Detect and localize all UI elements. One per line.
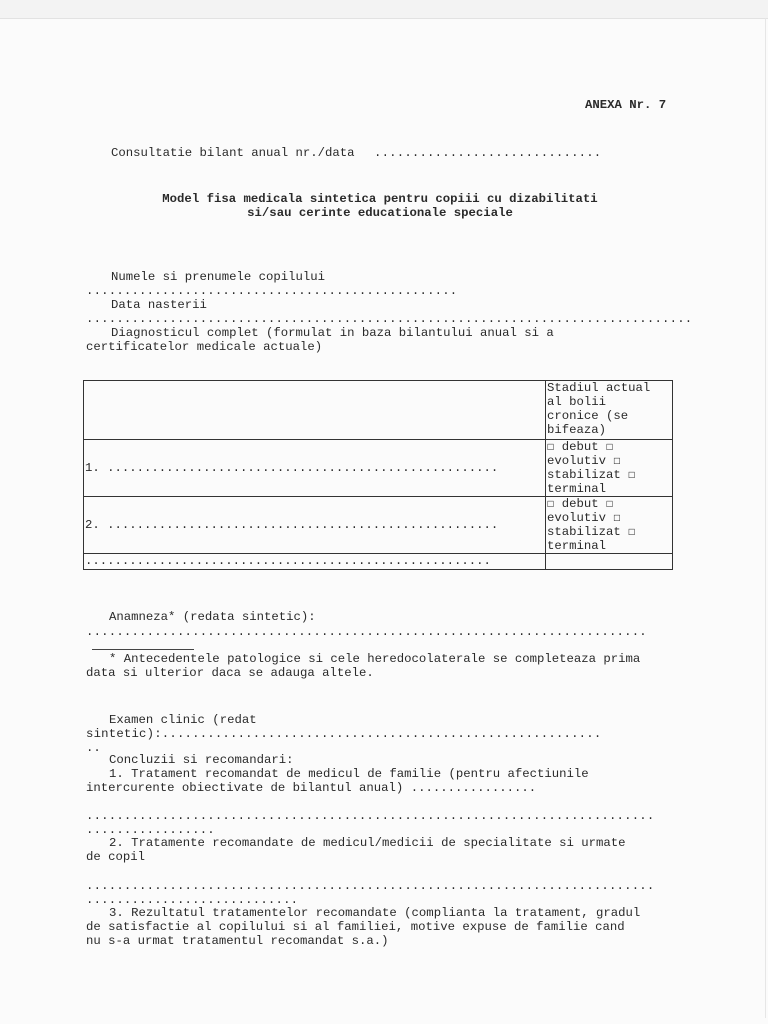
clinical-exam-label: Examen clinic (redat — [109, 713, 257, 727]
form-title-line2: si/sau cerinte educationale speciale — [247, 206, 513, 220]
birth-date-label: Data nasterii — [111, 298, 207, 312]
child-name-label: Numele si prenumele copilului — [111, 270, 326, 284]
stage-options-2: ☐ debut ☐ evolutiv ☐ stabilizat ☐ terminal — [546, 497, 673, 554]
conclusions-heading: Concluzii si recomandari: — [109, 753, 294, 767]
diagnosis-cell-2 — [84, 497, 546, 554]
treatment-2-line2: de copil — [86, 850, 146, 864]
treatment-results-line3: nu s-a urmat tratamentul recomandat s.a.) — [86, 934, 389, 948]
treatment-2-line1: 2. Tratamente recomandate de medicul/medicii de specialitate si urmate — [109, 836, 626, 850]
stage-options-1: ☐ debut ☐ evolutiv ☐ stabilizat ☐ terminal — [546, 440, 673, 497]
anamnesis-field: .......................................................................... — [86, 625, 647, 639]
footnote-line1: * Antecedentele patologice si cele heredocolaterale se completeaza prima — [109, 652, 641, 666]
treatment-2-field: ........................................................................... — [86, 879, 655, 893]
table-header-empty-cell — [84, 381, 546, 440]
table-row — [84, 440, 673, 497]
clinical-exam-field: sintetic):.......................................................... — [86, 727, 602, 741]
child-name-field: ................................................. — [86, 284, 458, 298]
table-header-row — [84, 381, 673, 440]
footnote-separator — [92, 649, 194, 650]
consultation-fill: .............................. — [374, 146, 602, 160]
clinical-exam-field-cont: .. — [86, 741, 101, 755]
table-row — [84, 554, 673, 570]
treatment-1-line1: 1. Tratament recomandat de medicul de familie (pentru afectiunile — [109, 767, 589, 781]
stage-empty-cell — [546, 554, 673, 570]
anamnesis-label: Anamneza* (redata sintetic): — [109, 610, 316, 624]
treatment-1-field-cont: ................. — [86, 823, 215, 837]
footnote-line2: data si ulterior daca se adauga altele. — [86, 666, 374, 680]
diagnosis-entry-3: ....................................................... — [85, 554, 491, 568]
table-row — [84, 497, 673, 554]
annex-number: ANEXA Nr. 7 — [585, 98, 667, 112]
scan-top-edge — [0, 0, 768, 19]
scan-right-edge — [765, 18, 766, 1018]
diagnosis-entry-1: 1. ..................................................... — [85, 461, 499, 475]
treatment-1-field: ........................................................................... — [86, 809, 655, 823]
birth-date-field: ................................................................................ — [86, 312, 693, 326]
treatment-2-field-cont: ............................ — [86, 893, 299, 907]
diagnosis-entry-2: 2. ..................................................... — [85, 518, 499, 532]
diagnosis-cell-3 — [84, 554, 546, 570]
form-title-line1: Model fisa medicala sintetica pentru copiii cu dizabilitati — [162, 192, 598, 206]
diagnosis-label-line2: certificatelor medicale actuale) — [86, 340, 323, 354]
treatment-1-line2: intercurente obiectivate de bilantul anual) ................. — [86, 781, 537, 795]
diagnosis-label-line1: Diagnosticul complet (formulat in baza bilantului anual si a — [111, 326, 554, 340]
treatment-results-line2: de satisfactie al copilului si al familiei, motive expuse de familie cand — [86, 920, 625, 934]
consultation-label: Consultatie bilant anual nr./data — [111, 146, 355, 160]
treatment-results-line1: 3. Rezultatul tratamentelor recomandate (complianta la tratament, gradul — [109, 906, 641, 920]
diagnosis-cell-1 — [84, 440, 546, 497]
diagnosis-table — [83, 380, 673, 570]
stage-header-cell: Stadiul actual al bolii cronice (se bifeaza) — [546, 381, 673, 440]
